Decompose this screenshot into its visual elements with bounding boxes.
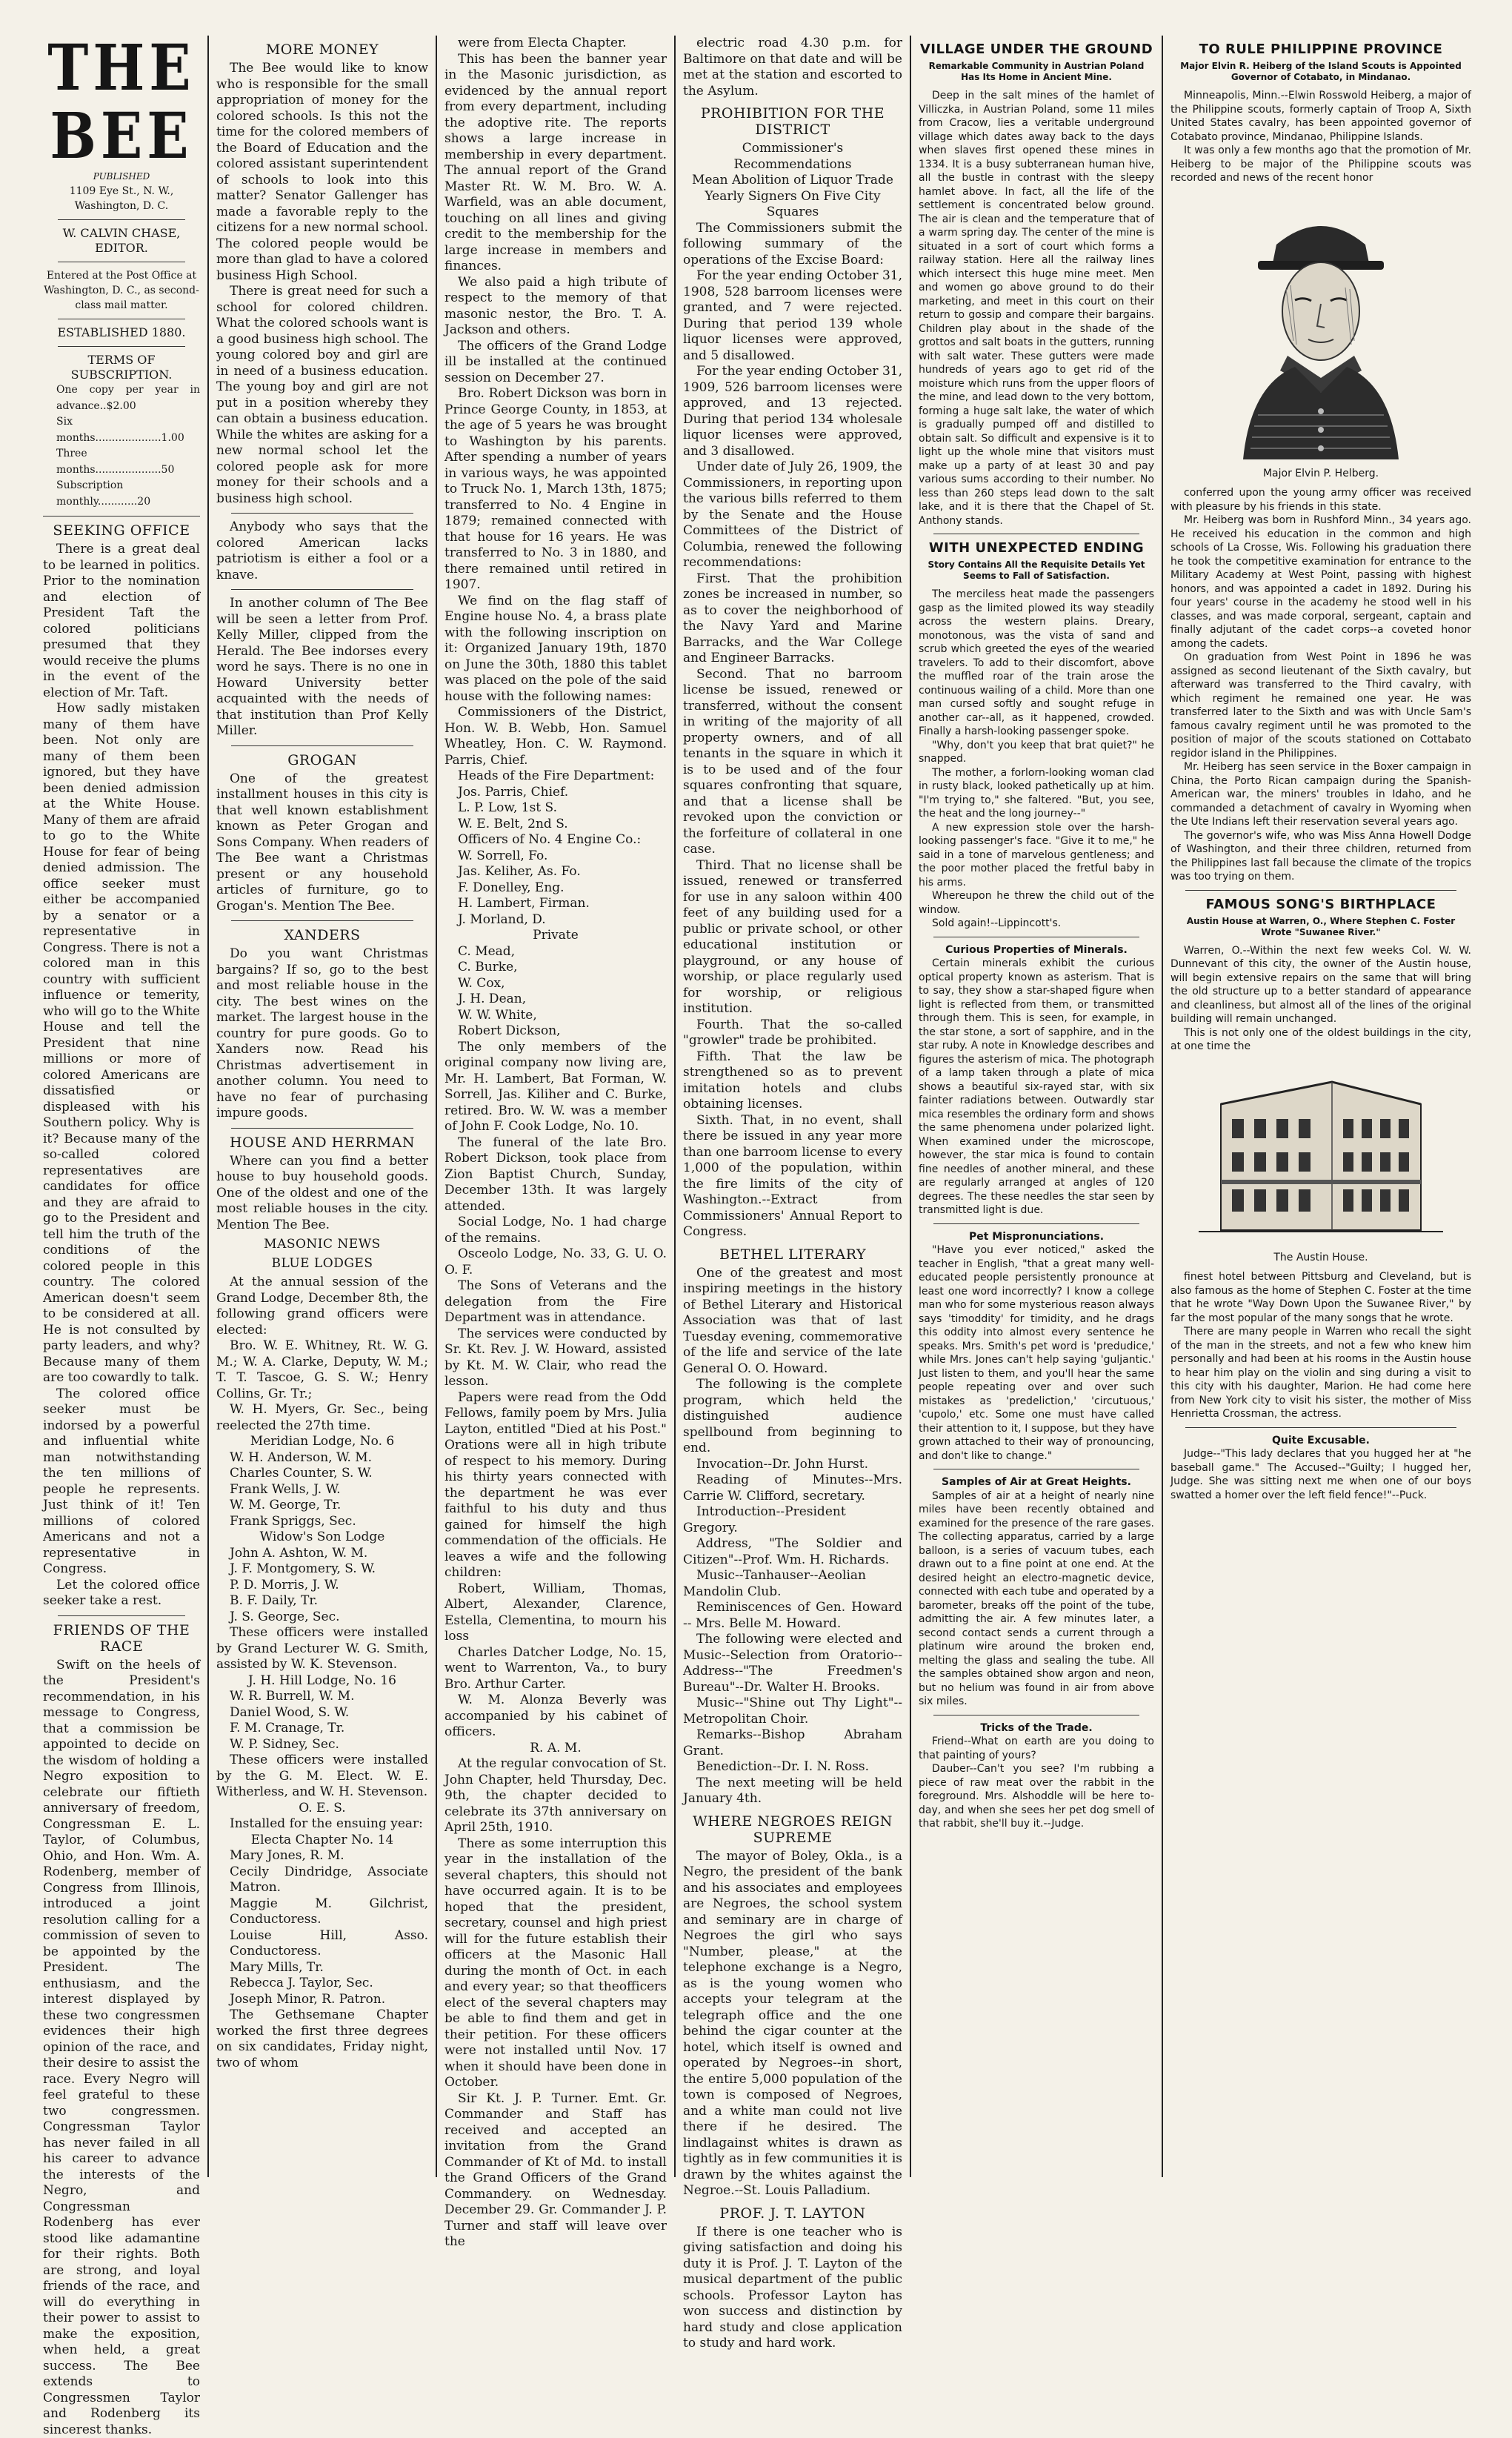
- deck: Story Contains All the Requisite Details Yet Seems to Fall of Satisfaction.: [925, 559, 1148, 582]
- article-paragraph: Invocation--Dr. John Hurst.: [683, 1457, 902, 1473]
- article-paragraph: Bro. Robert Dickson was born in Prince George County, in 1853, at the age of 5 years he was brought to Washington by his parents. After spending a number of years in various ways, he was appointed to Truck No. 1, March 13th, 1875; transferred to No. 4 Engine in 1879; remained connected with that house for 16 years. He was transferred to No. 3 in 1880, and there remained until retired in 1907.: [444, 386, 667, 594]
- article-paragraph: Address, "The Soldier and Citizen"--Prof. Wm. H. Richards.: [683, 1536, 902, 1568]
- headline-seeking-office: SEEKING OFFICE: [43, 522, 200, 539]
- list-item: Officers of No. 4 Engine Co.:: [444, 832, 667, 848]
- article-paragraph: There is great need for such a school for colored children. What the colored schools want is a good business high school. The young colored boy and girl are in need of a business education. The young boy and girl are not put in a position whereby they can obtain a business education. While the whites are asking for a new normal school let the colored people ask for more money for their schools and a business high school.: [216, 284, 428, 507]
- headline-rule-philippine: TO RULE PHILIPPINE PROVINCE: [1170, 41, 1471, 58]
- article-paragraph: The following is the complete program, which held the distinguished audience spellbound from beginning to end.: [683, 1377, 902, 1457]
- article-paragraph: The merciless heat made the passengers gasp as the limited plowed its way steadily across the western plains. Dreary, monotonous, was the vista of sand and scrub which greeted the eyes of the wearied travelers. To add to their discomfort, above the muffled roar of the train arose the continuous wailing of a child. More than one man cursed softly and sought refuge in another car--all, as it happened, crowded. Finally a harsh-looking passenger spoke.: [919, 588, 1154, 739]
- deck-line: Mean Abolition of Liquor Trade: [683, 173, 902, 189]
- subhead-ram: R. A. M.: [444, 1741, 667, 1757]
- divider: [231, 589, 413, 590]
- portrait-illustration: [1213, 193, 1428, 459]
- article-paragraph: Social Lodge, No. 1 had charge of the remains.: [444, 1215, 667, 1246]
- article-paragraph: Sixth. That, in no event, shall there be issued in any year more than one barroom license to every 1,000 of the population, within the fire limits of the city of Washington.--Extract from Commissioners' Annual Report to Congress.: [683, 1113, 902, 1240]
- subhead: Quite Excusable.: [1170, 1434, 1471, 1448]
- list-item: F. M. Cranage, Tr.: [216, 1721, 428, 1737]
- list-item: Joseph Minor, R. Patron.: [216, 1992, 428, 2008]
- deck-line: Commissioner's Recommendations: [683, 141, 902, 173]
- article-paragraph: The Commissioners submit the following summary of the operations of the Excise Board:: [683, 221, 902, 269]
- list-item: Robert Dickson,: [444, 1023, 667, 1040]
- article-paragraph: Dauber--Can't you see? I'm rubbing a piece of raw meat over the rabbit in the foreground. Mrs. Alshoddle will be here to-day, and when she sees her pet dog smell of that rabbit, she'll buy it.--Judge.: [919, 1762, 1154, 1831]
- article-paragraph: Samples of air at a height of nearly nine miles have been recently obtained and examined for the presence of the rare gases. The collecting apparatus, carried by a large balloon, is a series of vacuum tubes, each drawn out to a fine point at one end. At the desired height an electro-magnetic device, connected with each tube and operated by a barometer, breaks off the point of the tube, admitting the air. A few minutes later, a second contact sends a current through a platinum wire around the broken end, melting the glass and sealing the tube. All the samples obtained show argon and neon, but no helium was found in air from above six miles.: [919, 1489, 1154, 1709]
- list-item: W. E. Belt, 2nd S.: [444, 817, 667, 833]
- article-paragraph: The mayor of Boley, Okla., is a Negro, the president of the bank and his associates and employees are Negroes, the school system and seminary are in charge of Negroes the girl who says "Number, please," at the telephone exchange is a Negro, as is the young women who accepts your telegram at the telegraph office and the one behind the cigar counter at the hotel, which itself is owned and operated by Negroes--in short, the entire 5,000 population of the town is composed of Negroes, and a white man could not live there if he desired. The lindlagainst whites is drawn as tightly as in few communities it is drawn by the whites against the Negroe.--St. Louis Palladium.: [683, 1849, 902, 2199]
- column-3: [437, 36, 674, 2177]
- article-paragraph: In another column of The Bee will be seen a letter from Prof. Kelly Miller, clipped from the Herald. The Bee indorses every word he says. There is no one in Howard University better acquainted with the needs of that institution than Prof Kelly Miller.: [216, 596, 428, 740]
- article-paragraph: Reading of Minutes--Mrs. Carrie W. Clifford, secretary.: [683, 1472, 902, 1504]
- terms-line: One copy per year in advance..$2.00: [43, 382, 200, 414]
- article-paragraph: were from Electa Chapter.: [444, 36, 667, 52]
- article-paragraph: There as some interruption this year in the installation of the several chapters, this should not have occurred again. It is to be hoped that the president, secretary, counsel and high priest will for the future establish their officers at the Masonic Hall during the month of Oct. in each and every year; so that theofficers elect of the several chapters may be able to find them and get in their petition. For these officers were not installed until Nov. 17 when it should have been done in October.: [444, 1836, 667, 2091]
- article-paragraph: finest hotel between Pittsburg and Cleveland, but is also famous as the home of Stephen C. Foster at the time that he wrote "Way Down Upon the Suwanee River," by far the most popular of the many songs that he wrote.: [1170, 1270, 1471, 1325]
- subhead: Widow's Son Lodge: [216, 1529, 428, 1546]
- divider: [231, 745, 413, 746]
- masthead-editor: W. CALVIN CHASE, EDITOR.: [43, 226, 200, 256]
- list-item: C. Mead,: [444, 944, 667, 960]
- article-paragraph: Introduction--President Gregory.: [683, 1504, 902, 1536]
- headline-village-under-ground: VILLAGE UNDER THE GROUND: [919, 41, 1154, 58]
- list-item: John A. Ashton, W. M.: [216, 1546, 428, 1562]
- article-paragraph: The officers of the Grand Lodge ill be installed at the continued session on December 27.: [444, 339, 667, 387]
- headline-bethel-literary: BETHEL LITERARY: [683, 1246, 902, 1263]
- list-item: Rebecca J. Taylor, Sec.: [216, 1976, 428, 1992]
- article-paragraph: If there is one teacher who is giving satisfaction and doing his duty it is Prof. J. T. Layton of the musical department of the public schools. Professor Layton has won success and distinction by hard study and close application to study and hard work.: [683, 2225, 902, 2352]
- article-paragraph: Second. That no barroom license be issued, renewed or transferred, without the consent in writing of the majority of all property owners, and of all tenants in the square in which it is to be used and of the four squares confronting that square, and that a license shall be revoked upon the conviction or the forfeiture of collateral in one case.: [683, 667, 902, 858]
- list-item: W. H. Anderson, W. M.: [216, 1450, 428, 1467]
- headline-house-and-herrman: HOUSE AND HERRMAN: [216, 1135, 428, 1151]
- article-paragraph: One of the greatest installment houses in this city is that well known establishment known as Peter Grogan and Sons Company. When readers of The Bee want a Christmas present or any household articles of furniture, go to Grogan's. Mention The Bee.: [216, 771, 428, 915]
- article-paragraph: conferred upon the young army officer was received with pleasure by his friends in this state.: [1170, 486, 1471, 514]
- divider: [933, 1223, 1139, 1224]
- list-item: F. Donelley, Eng.: [444, 880, 667, 897]
- list-item: W. P. Sidney, Sec.: [216, 1737, 428, 1753]
- subhead-blue-lodges: BLUE LODGES: [216, 1255, 428, 1272]
- article-paragraph: Fourth. That the so-called "growler" trade be prohibited.: [683, 1017, 902, 1049]
- list-item: Frank Spriggs, Sec.: [216, 1514, 428, 1530]
- divider: [231, 513, 413, 514]
- article-paragraph: Third. That no license shall be issued, renewed or transferred for use in any saloon within 400 feet of any building used for a public or private school, or other educational institution or playground, or any house of worship, or place regularly used for worship, or religious institution.: [683, 858, 902, 1017]
- list-item: Maggie M. Gilchrist, Conductoress.: [216, 1896, 428, 1928]
- article-paragraph: A new expression stole over the harsh-looking passenger's face. "Give it to me," he said in a tone of marvelous gentleness; and the poor mother placed the fretful baby in his arms.: [919, 821, 1154, 890]
- article-paragraph: Certain minerals exhibit the curious optical property known as asterism. That is to say, they show a star-shaped figure when light is reflected from them, or transmitted through them. This is seen, for example, in the star stone, a sort of sapphire, and in the star ruby. A note in Knowledge describes and figures the asterism of mica. The photograph of a lamp taken through a plate of mica shows a beautiful six-rayed star, with six fainter radiations between. Outwardly star mica resembles the ordinary form and shows the same phenomena under polarized light. When examined under the microscope, however, the star mica is found to contain fine needles of another mineral, and these are regularly arranged at angles of 120 degrees. The these needles the star seen by transmitted light is due.: [919, 957, 1154, 1218]
- list-item: Mary Mills, Tr.: [216, 1960, 428, 1976]
- article-paragraph: electric road 4.30 p.m. for Baltimore on that date and will be met at the station and escorted to the Asylum.: [683, 36, 902, 99]
- article-paragraph: These officers were installed by the G. M. Elect. W. E. Witherless, and W. H. Stevenson.: [216, 1753, 428, 1801]
- terms-line: Three months....................50: [43, 446, 200, 478]
- article-paragraph: First. That the prohibition zones be increased in number, so as to cover the neighborhood of the Navy Yard and Marine Barracks, and the War College and Engineer Barracks.: [683, 571, 902, 667]
- list-item: B. F. Daily, Tr.: [216, 1593, 428, 1610]
- article-paragraph: At the annual session of the Grand Lodge, December 8th, the following grand officers were elected:: [216, 1275, 428, 1338]
- article-paragraph: Do you want Christmas bargains? If so, go to the best and most reliable house in the city. The best wines on the market. The largest house in the country for pure goods. Go to Xanders now. Read his Christmas advertisement in another column. You need to have no fear of purchasing impure goods.: [216, 946, 428, 1122]
- article-paragraph: The next meeting will be held January 4th.: [683, 1776, 902, 1807]
- article-paragraph: Minneapolis, Minn.--Elwin Rosswold Heiberg, a major of the Philippine scouts, formerly captain of Troop A, Sixth United States cavalry, has been appointed governor of Cotabato province, Mindanao, Philippine Islands.: [1170, 89, 1471, 144]
- deck: Austin House at Warren, O., Where Stephen C. Foster Wrote "Suwanee River.": [1176, 916, 1465, 938]
- article-paragraph: Where can you find a better house to buy household goods. One of the oldest and one of the most reliable houses in the city. Mention The Bee.: [216, 1154, 428, 1234]
- subhead: Electa Chapter No. 14: [216, 1833, 428, 1849]
- article-paragraph: Reminiscences of Gen. Howard -- Mrs. Belle M. Howard.: [683, 1600, 902, 1632]
- column-2: [209, 36, 436, 2177]
- list-item: Mary Jones, R. M.: [216, 1848, 428, 1864]
- headline-friends-of-the-race: FRIENDS OF THE RACE: [43, 1622, 200, 1655]
- article-paragraph: The funeral of the late Bro. Robert Dickson, took place from Zion Baptist Church, Sunday, December 13th. It was largely attended.: [444, 1135, 667, 1215]
- divider: [43, 516, 200, 517]
- article-paragraph: Mr. Heiberg was born in Rushford Minn., 34 years ago. He received his education in the common and high schools of La Crosse, Wis. Following his graduation there he took the competitive examination for entrance to the Military Academy at West Point, passing with highest honors, and was appointed a cadet in 1892. During his four years' course in the academy he stood well in his classes, and was made corporal, sergeant, captain and finally adjutant of the cadet corps--a coveted honor among the cadets.: [1170, 514, 1471, 651]
- article-paragraph: Sir Kt. J. P. Turner. Emt. Gr. Commander and Staff has received and accepted an invitation from the Grand Commander of Kt of Md. to install the Grand Officers of the Grand Commandery. on Wednesday. December 29. Gr. Commander J. P. Turner and staff will leave over the: [444, 2091, 667, 2251]
- terms-title: TERMS OF SUBSCRIPTION.: [43, 353, 200, 382]
- list-item: W. W. White,: [444, 1008, 667, 1024]
- article-paragraph: There are many people in Warren who recall the sight of the man in the streets, and not a few who knew him personally and had been at his rooms in the Austin house to hear him play on the violin and sing during a visit to this city with his daughter, Marion. He had come here from New York city to visit his sister, the mother of Miss Henrietta Crossman, the actress.: [1170, 1325, 1471, 1421]
- article-paragraph: One of the greatest and most inspiring meetings in the history of Bethel Literary and Historical Association was that of last Tuesday evening, commemorative of the life and service of the late General O. O. Howard.: [683, 1266, 902, 1378]
- divider: [231, 1128, 413, 1129]
- divider: [1185, 1427, 1456, 1428]
- article-paragraph: The Bee would like to know who is responsible for the small appropriation of money for the colored schools. Is this not the time for the colored members of the Board of Education and the colored assistant superintendent of schools to look into this matter? Senator Gallenger has made a favorable reply to the citizens for a new normal school. The colored people would be more than glad to have a colored business High School.: [216, 61, 428, 284]
- article-paragraph: These officers were installed by Grand Lecturer W. G. Smith, assisted by W. K. Stevenson.: [216, 1625, 428, 1673]
- list-item: P. D. Morris, J. W.: [216, 1578, 428, 1594]
- headline-prohibition: PROHIBITION FOR THE DISTRICT: [683, 105, 902, 138]
- column-4: [676, 36, 910, 2177]
- newspaper-page: [36, 36, 1479, 2177]
- published-label: PUBLISHED: [43, 169, 200, 184]
- masthead-established: ESTABLISHED 1880.: [43, 325, 200, 340]
- subhead: Curious Properties of Minerals.: [919, 943, 1154, 957]
- article-paragraph: Robert, William, Thomas, Albert, Alexander, Clarence, Estella, Clementina, to mourn his loss: [444, 1581, 667, 1645]
- article-paragraph: This is not only one of the oldest buildings in the city, at one time the: [1170, 1026, 1471, 1054]
- list-item: W. R. Burrell, W. M.: [216, 1689, 428, 1705]
- article-paragraph: The only members of the original company now living are, Mr. H. Lambert, Bat Forman, W. Sorrell, Jas. Kiliher and C. Burke, retired. Bro. W. W. was a member of John F. Cook Lodge, No. 10.: [444, 1040, 667, 1135]
- terms-line: Subscription monthly............20: [43, 478, 200, 510]
- headline-xanders: XANDERS: [216, 927, 428, 943]
- column-1: [36, 36, 207, 2177]
- deck: Major Elvin R. Heiberg of the Island Scouts is Appointed Governor of Cotabato, in Mindanao.: [1176, 61, 1465, 83]
- list-item: J. Morland, D.: [444, 912, 667, 929]
- article-paragraph: Installed for the ensuing year:: [216, 1816, 428, 1833]
- article-paragraph: Papers were read from the Odd Fellows, family poem by Mrs. Julia Layton, entitled "Died at his Post." Orations were all in high tribute of respect to his memory. During his thirty years connected with the department he was ever faithful to his duty and thus gained for himself the high commendation of the officials. He leaves a wife and the following children:: [444, 1390, 667, 1581]
- headline-negroes-reign: WHERE NEGROES REIGN SUPREME: [683, 1813, 902, 1846]
- article-paragraph: The governor's wife, who was Miss Anna Howell Dodge of Washington, and their three children, returned from the Philippines last fall because the climate of the tropics was too trying on them.: [1170, 829, 1471, 884]
- article-paragraph: Charles Datcher Lodge, No. 15, went to Warrenton, Va., to bury Bro. Arthur Carter.: [444, 1645, 667, 1693]
- article-paragraph: "Why, don't you keep that brat quiet?" he snapped.: [919, 739, 1154, 766]
- list-item: J. F. Montgomery, S. W.: [216, 1561, 428, 1578]
- headline-more-money: MORE MONEY: [216, 41, 428, 58]
- subhead: O. E. S.: [216, 1801, 428, 1817]
- article-paragraph: Whereupon he threw the child out of the window.: [919, 889, 1154, 917]
- list-item: J. S. George, Sec.: [216, 1610, 428, 1626]
- article-paragraph: Music--Tanhauser--Aeolian Mandolin Club.: [683, 1568, 902, 1600]
- headline-grogan: GROGAN: [216, 752, 428, 768]
- article-paragraph: The Sons of Veterans and the delegation from the Fire Department was in attendance.: [444, 1278, 667, 1326]
- austin-house-illustration: [1199, 1060, 1443, 1245]
- terms-line: Six months....................1.00: [43, 414, 200, 446]
- article-paragraph: Commissioners of the District, Hon. W. B. Webb, Hon. Samuel Wheatley, Hon. C. W. Raymond. Parris, Chief.: [444, 705, 667, 768]
- article-paragraph: Deep in the salt mines of the hamlet of Villiczka, in Austrian Poland, some 11 miles from Cracow, lies a veritable underground village which dates away back to the days when slaves first opened these mines in 1334. It is a busy subterranean human hive, all the bustle in contrast with the sleepy hamlet above. In fact, all the life of the settlement is concentrated below ground. The air is clean and the temperature that of a warm spring day. The center of the mine is situated in a sort of court which forms a railway station. Here all the railway lines which intersect this huge mine meet. Men and women go above ground to do their marketing, and meet in this court on their return to gossip and compare their bargains. Children play about in the shade of the grottos and salt boats in the gutters, running with salt water. These gutters were made hundreds of years ago to get rid of the moisture which runs from the upper floors of the mine, and lead down to the very bottom, forming a huge salt lake, the water of which is gradually pumped off and distilled to obtain salt. So difficult and expensive is it to light up the whole mine that visitors must make up a party of at least 30 and pay various sums according to their number. No less than 260 steps lead down to the salt lake, and it is there that the Chapel of St. Anthony stands.: [919, 89, 1154, 528]
- article-paragraph: We also paid a high tribute of respect to the memory of that masonic nestor, the Bro. T. A. Jackson and others.: [444, 275, 667, 339]
- article-paragraph: W. M. Alonza Beverly was accompanied by his cabinet of officers.: [444, 1693, 667, 1741]
- article-paragraph: Fifth. That the law be strengthened so as to prevent imitation hotels and clubs obtaining licenses.: [683, 1049, 902, 1113]
- article-paragraph: Benediction--Dr. I. N. Ross.: [683, 1759, 902, 1776]
- list-item: W. Cox,: [444, 976, 667, 992]
- list-item: J. H. Dean,: [444, 992, 667, 1008]
- list-item: Daniel Wood, S. W.: [216, 1705, 428, 1721]
- article-paragraph: Remarks--Bishop Abraham Grant.: [683, 1727, 902, 1759]
- article-paragraph: This has been the banner year in the Masonic jurisdiction, as evidenced by the annual report from every department, including the adoptive rite. The reports shows a large increase in membership in every department. The annual report of the Grand Master Rt. W. M. Bro. W. A. Warfield, was an able document, touching on all lines and giving credit to the membership for the large increase in members and finances.: [444, 52, 667, 275]
- article-paragraph: The services were conducted by Sr. Kt. Rev. J. W. Howard, assisted by Kt. M. W. Clair, who read the lesson.: [444, 1326, 667, 1390]
- list-item: Jas. Keliher, As. Fo.: [444, 864, 667, 880]
- deck: Remarkable Community in Austrian Poland Has Its Home in Ancient Mine.: [925, 61, 1148, 83]
- list-item: C. Burke,: [444, 960, 667, 976]
- divider: [231, 920, 413, 921]
- subhead: Meridian Lodge, No. 6: [216, 1434, 428, 1450]
- deck-line: Yearly Signers On Five City Squares: [683, 189, 902, 221]
- article-paragraph: Judge--"This lady declares that you hugged her at "he baseball game." The Accused--"Guilty; I hugged her, Judge. She was sitting next me when one of our boys swatted a homer over the left field fence!"--Puck.: [1170, 1447, 1471, 1502]
- subhead: Tricks of the Trade.: [919, 1721, 1154, 1736]
- house-caption: The Austin House.: [1170, 1251, 1471, 1265]
- article-paragraph: Anybody who says that the colored American lacks patriotism is either a fool or a knave.: [216, 519, 428, 583]
- column-5: [911, 36, 1162, 2177]
- list-item: H. Lambert, Firman.: [444, 896, 667, 912]
- article-paragraph: Under date of July 26, 1909, the Commissioners, in reporting upon the various bills referred to them by the Senate and the House Committees of the District of Columbia, renewed the following recommendations:: [683, 459, 902, 571]
- article-paragraph: There is a great deal to be learned in politics. Prior to the nomination and election of President Taft the colored politicians presumed that they would receive the plums in the event of the election of Mr. Taft.: [43, 542, 200, 701]
- article-paragraph: On graduation from West Point in 1896 he was assigned as second lieutenant of the Sixth cavalry, but afterward was transferred to the Third cavalry, with which regiment he remained one year. He was transferred later to the Sixth and was with Uncle Sam's famous cavalry regiment until he was promoted to the position of major of the scouts stationed on Cottabato regidor island in the Philippines.: [1170, 651, 1471, 760]
- article-paragraph: At the regular convocation of St. John Chapter, held Thursday, Dec. 9th, the chapter decided to celebrate its 37th anniversary on April 25th, 1910.: [444, 1756, 667, 1836]
- list-item: Charles Counter, S. W.: [216, 1466, 428, 1482]
- article-paragraph: The Gethsemane Chapter worked the first three degrees on six candidates, Friday night, two of whom: [216, 2007, 428, 2071]
- article-paragraph: For the year ending October 31, 1908, 528 barroom licenses were granted, and 7 were rejected. During that period 139 whole liquor licenses were approved, and 5 disallowed.: [683, 268, 902, 364]
- subhead: Samples of Air at Great Heights.: [919, 1475, 1154, 1489]
- article-paragraph: The mother, a forlorn-looking woman clad in rusty black, looked pathetically up at him. "I'm trying to," she faltered. "But, you see, the heat and the long journey--": [919, 766, 1154, 821]
- list-item: Louise Hill, Asso. Conductoress.: [216, 1928, 428, 1960]
- divider: [1185, 890, 1456, 891]
- article-paragraph: How sadly mistaken many of them have been. Not only are many of them been ignored, but they have been denied admission at the White House. Many of them are afraid to go to the White House for fear of being denied admission. The office seeker must either be accompanied by a senator or a representative in Congress. There is not a colored man in this country with sufficient influence or temerity, who will go to the White House and tell the President that nine millions or more of colored Americans are dissatisfied or displeased with his Southern policy. Why is it? Because many of the so-called colored representatives are candidates for office and they are afraid to go to the President and tell him the truth of the conditions of the colored people in this country. The colored American doesn't seem to be considered at all. He is not consulted by party leaders, and why? Because many of them are too cowardly to talk.: [43, 701, 200, 1386]
- article-paragraph: Swift on the heels of the President's recommendation, in his message to Congress, that a commission be appointed to decide on the wisdom of holding a Negro exposition to celebrate our fiftieth anniversary of freedom, Congressman E. L. Taylor, of Columbus, Ohio, and Hon. Wm. A. Rodenberg, member of Congress from Illinois, introduced a joint resolution calling for a commission of seven to be appointed by the President. The enthusiasm, and the interest displayed by these two congressmen evidences their high opinion of the race, and their desire to assist the race. Every Negro will feel grateful to these two congressmen. Congressman Taylor has never failed in all his career to advance the interests of the Negro, and Congressman Rodenberg has ever stood like adamantine for their rights. Both are strong, and loyal friends of the race, and will do everything in their power to assist to make the exposition, when held, a great success. The Bee extends to Congressmen Taylor and Rodenberg its sincerest thanks.: [43, 1658, 200, 2438]
- subhead: J. H. Hill Lodge, No. 16: [216, 1673, 428, 1690]
- list-item: Cecily Dindridge, Associate Matron.: [216, 1864, 428, 1896]
- headline-masonic-news: MASONIC NEWS: [216, 1236, 428, 1252]
- article-paragraph: Mr. Heiberg has seen service in the Boxer campaign in China, the Porto Rican campaign during the Spanish-American war, the miners' troubles in Idaho, and he commanded a detachment of cavalry in Wyoming when the Ute Indians left their reservation several years ago.: [1170, 760, 1471, 829]
- divider: [58, 219, 185, 220]
- subhead: Private: [444, 928, 667, 944]
- article-paragraph: "Have you ever noticed," asked the teacher in English, "that a great many well-educated people persistently pronounce at least one word incorrectly? I know a college man who for some mysterious reason always says 'timoddity' for timidity, and he drags this oddity into almost every sentence he speaks. Mrs. Smith's pet word is 'predudice,' while Mrs. Jones can't help saying 'guljantic.' Just listen to them, and you'll hear the same people repeating over and over such mistakes as 'predeliction,' 'circutuous,' 'cupolo,' etc. Some one must have called their attention to it, I suppose, but they have grown attached to their way of pronouncing, and don't like to change.": [919, 1243, 1154, 1463]
- article-paragraph: W. H. Myers, Gr. Sec., being reelected the 27th time.: [216, 1402, 428, 1434]
- article-paragraph: Sold again!--Lippincott's.: [919, 917, 1154, 931]
- subhead: Pet Mispronunciations.: [919, 1230, 1154, 1244]
- article-paragraph: The colored office seeker must be indorsed by a powerful and influential white man notwithstanding the ten millions of people he represents. Just think of it! Ten millions of colored Americans and not a representative in Congress.: [43, 1386, 200, 1578]
- article-paragraph: The following were elected and Music--Selection from Oratorio--Address--"The Freedmen's Bureau"--Dr. Walter H. Brooks.: [683, 1632, 902, 1695]
- portrait-caption: Major Elvin P. Helberg.: [1170, 467, 1471, 481]
- list-item: W. Sorrell, Fo.: [444, 848, 667, 865]
- masthead-entered: Entered at the Post Office at Washington, D. C., as second-class mail matter.: [43, 268, 200, 313]
- masthead-address: 1109 Eye St., N. W., Washington, D. C.: [43, 184, 200, 213]
- article-paragraph: It was only a few months ago that the promotion of Mr. Heiberg to be major of the Philippine scouts was recorded and news of the recent honor: [1170, 144, 1471, 185]
- list-item: Jos. Parris, Chief.: [444, 785, 667, 801]
- list-item: L. P. Low, 1st S.: [444, 800, 667, 817]
- article-paragraph: Let the colored office seeker take a rest.: [43, 1578, 200, 1610]
- masthead-title: THE BEE: [43, 34, 200, 170]
- list-item: Frank Wells, J. W.: [216, 1482, 428, 1498]
- article-paragraph: Friend--What on earth are you doing to that painting of yours?: [919, 1735, 1154, 1762]
- article-paragraph: Warren, O.--Within the next few weeks Col. W. W. Dunnevant of this city, the owner of the Austin house, will begin extensive repairs on the same that will bring the old structure up to a better standard of appearance and cleanliness, but almost all of the lines of the original building will remain unchanged.: [1170, 944, 1471, 1026]
- divider: [58, 346, 185, 347]
- headline-prof-layton: PROF. J. T. LAYTON: [683, 2205, 902, 2222]
- article-paragraph: Music--"Shine out Thy Light"--Metropolitan Choir.: [683, 1695, 902, 1727]
- article-paragraph: We find on the flag staff of Engine house No. 4, a brass plate with the following inscription on it: Organized January 19th, 1870 on June the 30th, 1880 this tablet was placed on the pole of the said house with the following names:: [444, 594, 667, 705]
- divider: [58, 1615, 185, 1616]
- headline-unexpected-ending: WITH UNEXPECTED ENDING: [919, 540, 1154, 557]
- article-paragraph: Heads of the Fire Department:: [444, 768, 667, 785]
- headline-famous-song: FAMOUS SONG'S BIRTHPLACE: [1170, 897, 1471, 913]
- column-6: [1163, 36, 1479, 2177]
- article-paragraph: For the year ending October 31, 1909, 526 barroom licenses were approved, and 13 rejected. During that period 134 wholesale liquor licenses were approved, and 3 disallowed.: [683, 364, 902, 459]
- list-item: W. M. George, Tr.: [216, 1498, 428, 1514]
- article-paragraph: Osceolo Lodge, No. 33, G. U. O. O. F.: [444, 1246, 667, 1278]
- article-paragraph: Bro. W. E. Whitney, Rt. W. G. M.; W. A. Clarke, Deputy, W. M.; T. T. Tascoe, G. S. W.; Henry Collins, Gr. Tr.;: [216, 1338, 428, 1402]
